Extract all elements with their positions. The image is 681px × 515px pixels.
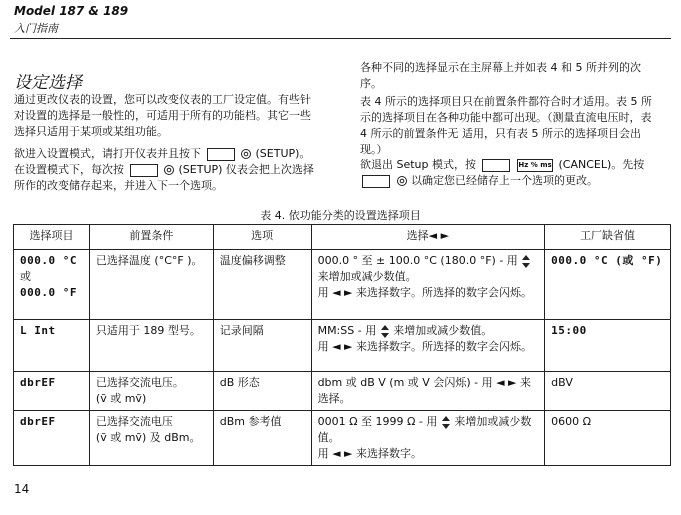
select-text: 000.0 ° 至 ± 100.0 °C (180.0 °F) - 用 (317, 254, 518, 267)
blank-key-icon (362, 175, 390, 188)
setup-gear-icon (396, 175, 408, 187)
lcd-text: L Int (20, 324, 56, 337)
blank-key-icon (130, 164, 158, 177)
table-row (14, 320, 671, 372)
select-text: MM:SS - 用 (317, 324, 377, 337)
default-value: 000.0 °C (或 °F) (551, 254, 663, 267)
select-text: 来增加或减少数值。 (317, 270, 417, 283)
select-text: 来增加或减少数值。 (393, 324, 493, 337)
cell-select (311, 411, 545, 466)
right-p3-part-a: 欲退出 Setup 模式，按 (360, 158, 477, 171)
cell-default (545, 250, 671, 320)
right-p3-part-c: 以确定您已经储存上一个选项的更改。 (411, 174, 598, 187)
header-divider (10, 38, 671, 39)
up-down-arrow-icon (521, 255, 531, 268)
cell-default (545, 320, 671, 372)
select-text: 用 ◄ ► 来选择数字。所选择的数字会闪烁。 (317, 286, 532, 299)
lcd-text: 000.0 °F (20, 286, 77, 299)
left-p2-part-c: (SETUP) 仪表会把上次选择所作的改变储存起来，并进入下一个选项。 (14, 163, 314, 192)
setup-gear-icon (240, 148, 252, 160)
blank-key-icon (482, 159, 510, 172)
hz-key-icon: Hz % ms (517, 159, 553, 172)
blank-key-icon (207, 148, 235, 161)
cell-option: 记录间隔 (213, 320, 311, 372)
up-down-arrow-icon (380, 325, 390, 338)
cell-item (14, 372, 90, 411)
cell-default: dBV (545, 372, 671, 411)
cell-select: dbm 或 dB V (m 或 V 会闪烁) - 用 ◄ ► 来选择。 (311, 372, 545, 411)
cell-option: dBm 参考值 (213, 411, 311, 466)
precondition-text: 已选择交流电压。 (95, 376, 184, 389)
right-paragraph-2: 表 4 所示的选择项目只在前置条件都符合时才适用。表 5 所示的选择项目在各种功能中都可出现。（测量直流电压时，表 4 所示的前置条件无 适用，只有表 5 所示的选择项目会出现。） (360, 95, 652, 156)
left-p2-part-b: (SETUP)。在设置模式下，每次按 (14, 147, 311, 176)
cell-select (311, 320, 545, 372)
settings-table (13, 224, 671, 466)
cell-precondition: 已选择温度 (°C°F )。 (89, 250, 213, 320)
table-row (14, 250, 671, 320)
col-header-item: 选择项目 (14, 225, 90, 250)
cell-precondition (89, 372, 213, 411)
table-header-row (14, 225, 671, 250)
lcd-text: dbrEF (20, 415, 56, 428)
precondition-text: 已选择交流电压 (95, 415, 173, 428)
or-text: 或 (20, 270, 31, 283)
cell-precondition (89, 411, 213, 466)
col-header-select: 选择◄ ► (311, 225, 545, 250)
col-header-default: 工厂缺省值 (545, 225, 671, 250)
header-model: Model 187 & 189 (14, 4, 129, 18)
left-paragraph-1: 通过更改仪表的设置，您可以改变仪表的工厂设定值。有些针对设置的选择是一般性的，可适用于所有的功能档。其它一些选择只适用于某项或某组功能。 (14, 93, 311, 138)
lcd-text: dbrEF (20, 376, 56, 389)
left-p2-part-a: 欲进入设置模式，请打开仪表并且按下 (14, 147, 201, 160)
lcd-text: 000.0 °C (20, 254, 77, 267)
cell-item (14, 320, 90, 372)
right-paragraph-3 (360, 157, 660, 189)
cell-default: 0600 Ω (545, 411, 671, 466)
section-title: 设定选择 (14, 73, 82, 93)
up-down-arrow-icon (441, 416, 451, 429)
left-paragraph-2 (14, 146, 314, 194)
col-header-precondition: 前置条件 (89, 225, 213, 250)
setup-gear-icon (163, 164, 175, 176)
cell-item (14, 411, 90, 466)
header-subtitle: 入门指南 (14, 22, 58, 35)
right-paragraph-1: 各种不同的选择显示在主屏幕上并如表 4 和 5 所并列的次序。 (360, 61, 641, 90)
cell-precondition: 只适用于 189 型号。 (89, 320, 213, 372)
select-text: 0001 Ω 至 1999 Ω - 用 (317, 415, 438, 428)
cell-select (311, 250, 545, 320)
page-number: 14 (14, 482, 30, 496)
cell-item (14, 250, 90, 320)
select-text: 来增加或减少数值。 (317, 415, 532, 444)
right-p3-part-b: (CANCEL)。先按 (558, 158, 645, 171)
precondition-text: (ṽ 或 mṽ) 及 dBm。 (95, 431, 201, 444)
table-row (14, 372, 671, 411)
select-text: 用 ◄ ► 来选择数字。所选择的数字会闪烁。 (317, 340, 532, 353)
cell-option: 温度偏移调整 (213, 250, 311, 320)
precondition-text: (ṽ 或 mṽ) (95, 392, 147, 405)
col-header-option: 选项 (213, 225, 311, 250)
table-row (14, 411, 671, 466)
default-value: 15:00 (551, 324, 587, 337)
table-caption: 表 4. 依功能分类的设置选择项目 (260, 209, 421, 222)
select-text: 用 ◄ ► 来选择数字。 (317, 447, 422, 460)
cell-option: dB 形态 (213, 372, 311, 411)
